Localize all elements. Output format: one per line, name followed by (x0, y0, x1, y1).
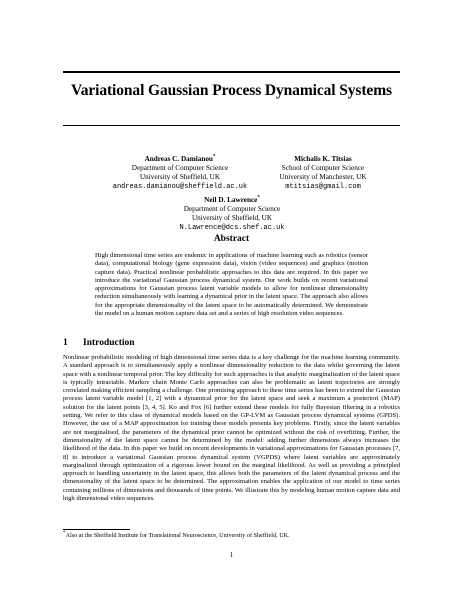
author-name: Michalis K. Titsias (294, 155, 352, 163)
footnote-rule (63, 529, 130, 530)
author-university: University of Sheffield, UK (191, 214, 273, 223)
abstract-text: High dimensional time series are endemic in applications of machine learning such as robotics (sensor data), computational biology (gene expression data), vision (video sequences) and graphics (motion capture data). Practical nonlinear probabilistic approaches to this data are required. In this paper we introduce the variational Gaussian process dynamical system. Our work builds on recent variational approximations for Gaussian process latent variable models to allow for nonlinear dimensionality reduction simultaneously with learning a dynamical prior in the latent space. The approach also allows for the appropriate dimensionality of the latent space to be automatically determined. We demonstrate the model on a human motion capture data set and a series of high resolution video sequences. (95, 252, 368, 318)
footnote-text: Also at the Sheffield Institute for Translational Neuroscience, University of Sheffield, UK. (65, 532, 290, 539)
author-block (263, 155, 383, 192)
footnote-mark: * (63, 530, 66, 536)
author-name: Neil D. Lawrence* (204, 195, 260, 204)
footnote (63, 532, 400, 540)
author-email[interactable]: mtitsias@gmail.com (285, 182, 361, 191)
author-email[interactable]: andreas.damianou@sheffield.ac.uk (112, 182, 248, 191)
page-number: 1 (229, 551, 234, 559)
section-number: 1 (63, 338, 68, 348)
title-top-rule (63, 71, 400, 73)
section-title: Introduction (83, 338, 135, 348)
author-university: University of Sheffield, UK (139, 173, 221, 182)
author-email[interactable]: N.Lawrence@dcs.shef.ac.uk (179, 223, 285, 232)
author-name: Andreas C. Damianou* (144, 154, 216, 163)
section-body: Nonlinear probabilistic modeling of high dimensional time series data is a key challenge for the machine learning community. A standard approach is to simultaneously apply a nonlinear dimensionality reduction to the data whilst governing the latent space with a nonlinear temporal prior. The key difficulty for such approaches is that analytic marginalization of the latent space is typically intractable. Markov chain Monte Carlo approaches can also be problematic as latent trajectories are strongly correlated making efficient sampling a challenge. One promising approach to these time series has been to extend the Gaussian process latent variable model [1, 2] with a dynamical prior for the latent space and seek a maximum a posteriori (MAP) solution for the latent points [3, 4, 5]. Ko and Fox [6] further extend these models for fully Bayesian filtering in a robotics setting. We refer to this class of dynamical models based on the GP-LVM as Gaussian process dynamical systems (GPDS). However, the use of a MAP approximation for training these models presents key problems. Firstly, since the latent variables are not marginalised, the parameters of the dynamical prior cannot be optimized without the risk of overfitting. Further, the dimensionality of the latent space cannot be determined by the model: adding further dimensions always increases the likelihood of the data. In this paper we build on recent developments in variational approximations for Gaussian processes [7, 8] to introduce a variational Gaussian process dynamical system (VGPDS) where latent variables are approximately marginalized through optimization of a rigorous lower bound on the marginal likelihood. As well as providing a principled approach to handling uncertainty in the latent space, this allows both the parameters of the latent dynamical process and the dimensionality of the latent space to be determined. The approximation enables the application of our model to time series containing millions of dimensions and thousands of time points. We illustrate this by modeling human motion capture data and high dimensional video sequences. (63, 354, 400, 503)
title-bottom-rule (63, 125, 400, 126)
paper-title: Variational Gaussian Process Dynamical Systems (71, 82, 392, 99)
section-heading (63, 338, 135, 348)
author-department: School of Computer Science (281, 164, 365, 173)
author-university: University of Manchester, UK (279, 173, 367, 182)
abstract-heading: Abstract (213, 234, 250, 244)
author-block (152, 196, 312, 233)
author-department: Department of Computer Science (183, 205, 281, 214)
author-department: Department of Computer Science (131, 164, 229, 173)
author-block (101, 155, 259, 192)
